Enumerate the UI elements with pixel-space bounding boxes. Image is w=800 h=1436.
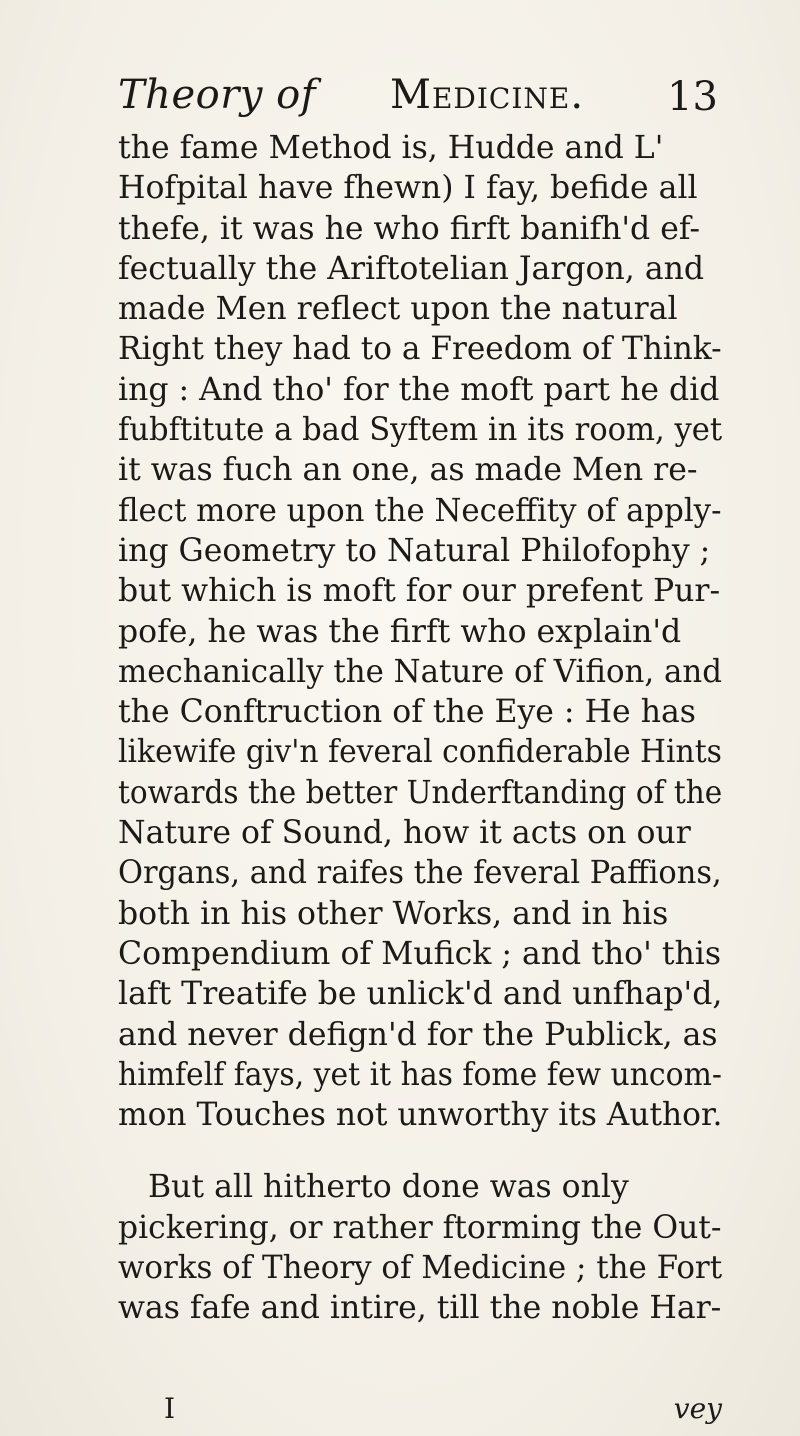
text-line: pofe, he was the firft who explain'd [118, 613, 682, 650]
text-line: flect more upon the Neceffity of apply- [118, 492, 722, 529]
text-line: Right they had to a Freedom of Think- [118, 331, 722, 368]
text-line: laft Treatife be unlick'd and unfhap'd, [118, 976, 723, 1013]
text-line: Compendium of Mufick ; and tho' this [118, 935, 722, 972]
text-line: himfelf fays, yet it has fome few uncom- [118, 1056, 722, 1093]
text-line: Nature of Sound, how it acts on our [118, 815, 691, 852]
text-line: pickering, or rather ftorming the Out- [118, 1209, 722, 1246]
catchword: vey [673, 1392, 722, 1425]
signature-mark: I [164, 1392, 176, 1425]
text-line: and never defign'd for the Publick, as [118, 1016, 718, 1053]
text-line: mon Touches not unworthy its Author. [118, 1097, 723, 1134]
text-line: made Men reflect upon the natural [118, 291, 678, 328]
text-line: it was fuch an one, as made Men re- [118, 452, 698, 489]
text-line: Hofpital have fhewn) I fay, befide all [118, 170, 698, 207]
page-number: 13 [667, 74, 718, 120]
text-line: Organs, and raifes the feveral Paffions, [118, 855, 722, 892]
text-line: both in his other Works, and in his [118, 895, 669, 932]
text-line: fubftitute a bad Syftem in its room, yet [118, 412, 723, 449]
text-line: likewife giv'n feveral confiderable Hints [118, 734, 722, 771]
text-line: the Conftruction of the Eye : He has [118, 694, 696, 731]
text-line: was fafe and intire, till the noble Har- [118, 1290, 722, 1327]
page-footer [118, 1392, 722, 1428]
paragraph-2 [118, 1167, 722, 1328]
paragraph-1 [118, 128, 722, 1135]
text-line: ing : And tho' for the moft part he did [118, 371, 720, 408]
running-title-italic: Theory of [118, 72, 317, 118]
text-line: but which is moft for our prefent Pur- [118, 573, 721, 610]
text-line: ing Geometry to Natural Philofophy ; [118, 532, 711, 569]
text-line: fectually the Ariftotelian Jargon, and [118, 250, 705, 287]
text-line: the fame Method is, Hudde and L' [118, 130, 664, 166]
text-line: But all hitherto done was only [148, 1169, 629, 1206]
text-line: mechanically the Nature of Vifion, and [118, 653, 722, 690]
paragraph-spacer [118, 1135, 722, 1167]
running-header [118, 72, 718, 132]
text-line: towards the better Underftanding of the [118, 774, 723, 811]
text-line: thefe, it was he who firft banifh'd ef- [118, 210, 701, 247]
body-text [118, 128, 722, 1329]
running-title-main: Medicine. [390, 72, 585, 118]
text-line: works of Theory of Medicine ; the Fort [118, 1250, 723, 1287]
